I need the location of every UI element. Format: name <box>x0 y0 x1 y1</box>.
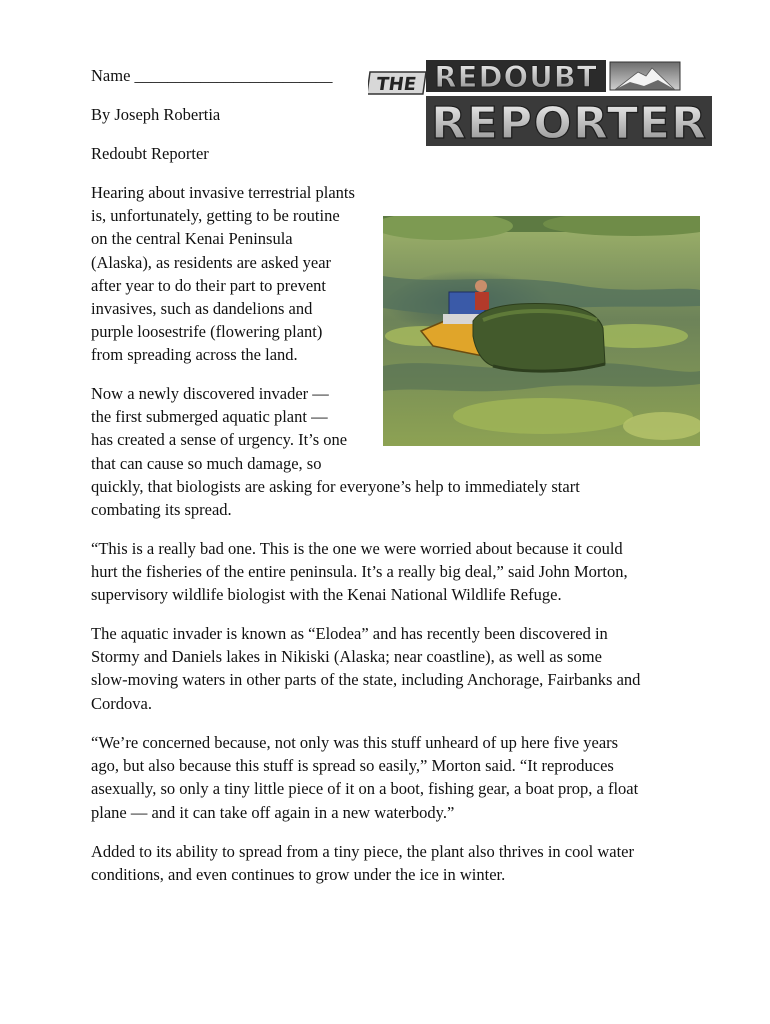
article-paragraph-6 <box>91 840 691 886</box>
publication-name: Redoubt Reporter <box>91 144 209 163</box>
byline: By Joseph Robertia <box>91 105 221 124</box>
logo-reporter-text: REPORTER <box>431 98 707 149</box>
text-line: Cordova. <box>91 693 152 713</box>
text-line: plane — and it can take off again in a new waterbody.” <box>91 802 455 822</box>
text-line: ago, but also because this stuff is spread so easily,” Morton said. “It reproduces <box>91 756 614 776</box>
text-line: from spreading across the land. <box>91 345 298 365</box>
text-line: combating its spread. <box>91 500 232 520</box>
text-line: Stormy and Daniels lakes in Nikiski (Alaska; near coastline), as well as some <box>91 647 602 667</box>
name-field-line: Name ________________________ <box>91 66 333 85</box>
text-line: supervisory wildlife biologist with the Kenai National Wildlife Refuge. <box>91 585 562 605</box>
article-paragraph-5 <box>91 731 691 824</box>
mountain-icon <box>610 62 680 90</box>
article-paragraph-4 <box>91 622 691 715</box>
text-line: has created a sense of urgency. It’s one <box>91 430 348 450</box>
text-line: that can cause so much damage, so <box>91 453 322 473</box>
text-line: conditions, and even continues to grow under the ice in winter. <box>91 865 506 885</box>
text-line: invasives, such as dandelions and <box>91 299 313 319</box>
article-paragraph-2 <box>91 382 691 521</box>
text-line: Added to its ability to spread from a tiny piece, the plant also thrives in cool water <box>91 842 634 861</box>
article-paragraph-1 <box>91 181 691 367</box>
text-line: “We’re concerned because, not only was this stuff unheard of up here five years <box>91 733 619 752</box>
text-line: is, unfortunately, getting to be routine <box>91 206 340 226</box>
text-line: The aquatic invader is known as “Elodea” and has recently been discovered in <box>91 624 608 643</box>
text-line: on the central Kenai Peninsula <box>91 229 293 249</box>
logo-redoubt-text: REDOUBT <box>434 60 598 94</box>
text-line: the first submerged aquatic plant — <box>91 407 328 427</box>
text-line: Hearing about invasive terrestrial plants <box>91 183 355 202</box>
text-line: asexually, so only a tiny little piece of it on a boot, fishing gear, a boat prop, a float <box>91 779 639 799</box>
logo-the-text: THE <box>374 74 418 95</box>
text-line: purple loosestrife (flowering plant) <box>91 322 323 342</box>
text-line: quickly, that biologists are asking for everyone’s help to immediately start <box>91 476 580 496</box>
text-line: slow-moving waters in other parts of the state, including Anchorage, Fairbanks and <box>91 670 641 690</box>
article-paragraph-3 <box>91 537 691 607</box>
text-line: Now a newly discovered invader — <box>91 384 329 403</box>
text-line: after year to do their part to prevent <box>91 275 327 295</box>
text-line: (Alaska), as residents are asked year <box>91 252 332 272</box>
redoubt-reporter-logo <box>368 58 714 150</box>
text-line: “This is a really bad one. This is the one we were worried about because it could <box>91 539 623 558</box>
text-line: hurt the fisheries of the entire peninsula. It’s a really big deal,” said John Morton, <box>91 562 628 582</box>
